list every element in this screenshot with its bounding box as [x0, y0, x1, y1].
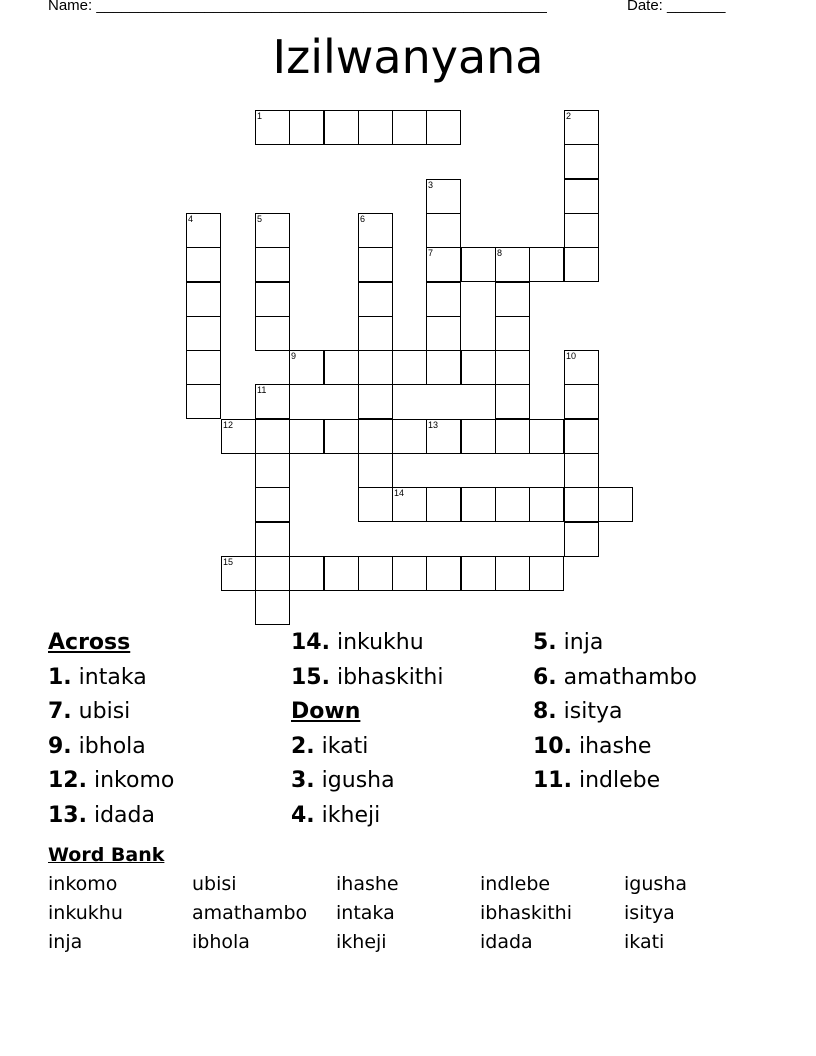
- clue-number: 11: [257, 385, 267, 395]
- grid-cell[interactable]: [426, 110, 461, 145]
- grid-cell[interactable]: [564, 419, 599, 454]
- grid-cell[interactable]: [564, 110, 599, 145]
- clue-down-6: 6. amathambo: [533, 664, 697, 690]
- grid-cell[interactable]: [564, 384, 599, 419]
- clue-across-14: 14. inkukhu: [291, 630, 424, 655]
- grid-cell[interactable]: [598, 487, 633, 522]
- grid-cell[interactable]: [324, 350, 359, 385]
- grid-cell[interactable]: [358, 282, 393, 317]
- grid-cell[interactable]: [529, 247, 564, 282]
- grid-cell[interactable]: [426, 556, 461, 591]
- grid-cell[interactable]: [358, 213, 393, 248]
- name-field-label: Name: ______________________________________________________: [48, 0, 547, 14]
- word-bank-word: isitya: [624, 902, 675, 924]
- grid-cell[interactable]: [324, 419, 359, 454]
- clue-down-8: 8. isitya: [533, 699, 623, 724]
- clue-number: 8: [497, 248, 503, 258]
- grid-cell[interactable]: [255, 110, 290, 145]
- clues-column-2: [291, 626, 443, 833]
- grid-cell[interactable]: [255, 247, 290, 282]
- clue-across-15: 15. ibhaskithi: [291, 664, 444, 690]
- clue-number: 7: [428, 248, 434, 258]
- grid-cell[interactable]: [358, 247, 393, 282]
- word-bank-word: ihashe: [336, 873, 399, 895]
- grid-cell[interactable]: [495, 419, 530, 454]
- grid-cell[interactable]: [358, 110, 393, 145]
- grid-cell[interactable]: [255, 419, 290, 454]
- grid-cell[interactable]: [426, 419, 461, 454]
- clue-number: 5: [257, 214, 263, 224]
- grid-cell[interactable]: [564, 350, 599, 385]
- clue-across-7: 7. ubisi: [48, 699, 131, 724]
- clue-down-10: 10. ihashe: [533, 733, 652, 759]
- clue-number: 4: [188, 214, 194, 224]
- clue-number: 15: [223, 557, 234, 567]
- word-bank-word: intaka: [336, 902, 395, 924]
- clue-number: 10: [566, 351, 577, 361]
- grid-cell[interactable]: [255, 282, 290, 317]
- grid-cell[interactable]: [186, 384, 221, 419]
- grid-cell[interactable]: [426, 316, 461, 351]
- grid-cell[interactable]: [529, 487, 564, 522]
- clues-column-3: [533, 626, 697, 799]
- grid-cell[interactable]: [221, 556, 256, 591]
- grid-cell[interactable]: [495, 350, 530, 385]
- word-bank-word: idada: [480, 931, 533, 953]
- grid-cell[interactable]: [426, 350, 461, 385]
- clue-number: 14: [394, 488, 405, 498]
- grid-cell[interactable]: [426, 247, 461, 282]
- word-bank-title: Word Bank: [48, 844, 165, 866]
- clue-across-12: 12. inkomo: [48, 768, 175, 793]
- grid-cell[interactable]: [221, 419, 256, 454]
- grid-cell[interactable]: [495, 282, 530, 317]
- grid-cell[interactable]: [564, 213, 599, 248]
- grid-cell[interactable]: [255, 316, 290, 351]
- across-heading: Across: [48, 630, 131, 655]
- grid-cell[interactable]: [495, 247, 530, 282]
- grid-cell[interactable]: [358, 350, 393, 385]
- grid-cell[interactable]: [426, 282, 461, 317]
- clue-number: 13: [428, 420, 439, 430]
- grid-cell[interactable]: [564, 487, 599, 522]
- clue-number: 1: [257, 111, 263, 121]
- grid-cell[interactable]: [495, 316, 530, 351]
- grid-cell[interactable]: [426, 487, 461, 522]
- grid-cell[interactable]: [564, 247, 599, 282]
- grid-cell[interactable]: [186, 282, 221, 317]
- grid-cell[interactable]: [529, 419, 564, 454]
- grid-cell[interactable]: [289, 556, 324, 591]
- clue-across-13: 13. idada: [48, 802, 155, 828]
- grid-cell[interactable]: [564, 522, 599, 557]
- grid-cell[interactable]: [186, 316, 221, 351]
- clue-down-3: 3. igusha: [291, 768, 395, 793]
- word-bank-word: ubisi: [192, 873, 237, 895]
- grid-cell[interactable]: [564, 453, 599, 488]
- clue-across-9: 9. ibhola: [48, 733, 146, 759]
- grid-cell[interactable]: [255, 590, 290, 625]
- clue-down-4: 4. ikheji: [291, 802, 381, 828]
- word-bank-word: ibhola: [192, 931, 250, 953]
- grid-cell[interactable]: [186, 350, 221, 385]
- grid-cell[interactable]: [255, 487, 290, 522]
- grid-cell[interactable]: [186, 247, 221, 282]
- word-bank-word: inkomo: [48, 873, 118, 895]
- word-bank-word: igusha: [624, 873, 687, 895]
- grid-cell[interactable]: [186, 213, 221, 248]
- grid-cell[interactable]: [461, 556, 496, 591]
- word-bank-word: inkukhu: [48, 902, 123, 924]
- grid-cell[interactable]: [461, 247, 496, 282]
- clue-number: 12: [223, 420, 234, 430]
- grid-cell[interactable]: [392, 350, 427, 385]
- grid-cell[interactable]: [324, 110, 359, 145]
- clue-down-11: 11. indlebe: [533, 768, 661, 793]
- word-bank-word: amathambo: [192, 902, 308, 924]
- grid-cell[interactable]: [495, 487, 530, 522]
- grid-cell[interactable]: [324, 556, 359, 591]
- clue-across-1: 1. intaka: [48, 664, 147, 690]
- grid-cell[interactable]: [289, 419, 324, 454]
- grid-cell[interactable]: [529, 556, 564, 591]
- grid-cell[interactable]: [495, 384, 530, 419]
- down-heading: Down: [291, 699, 361, 724]
- grid-cell[interactable]: [392, 110, 427, 145]
- clue-number: 3: [428, 180, 434, 190]
- grid-cell[interactable]: [426, 213, 461, 248]
- grid-cell[interactable]: [358, 384, 393, 419]
- grid-cell[interactable]: [358, 453, 393, 488]
- grid-cell[interactable]: [255, 522, 290, 557]
- word-bank-word: ikati: [624, 931, 665, 953]
- clue-number: 2: [566, 111, 572, 121]
- grid-cell[interactable]: [358, 487, 393, 522]
- grid-cell[interactable]: [392, 556, 427, 591]
- grid-cell[interactable]: [461, 419, 496, 454]
- grid-cell[interactable]: [564, 144, 599, 179]
- word-bank-word: indlebe: [480, 873, 551, 895]
- grid-cell[interactable]: [358, 556, 393, 591]
- clue-number: 9: [291, 351, 297, 361]
- word-bank-word: inja: [48, 931, 83, 953]
- grid-cell[interactable]: [358, 316, 393, 351]
- clue-number: 6: [360, 214, 366, 224]
- grid-cell[interactable]: [392, 419, 427, 454]
- page-title: Izilwanyana: [272, 30, 544, 84]
- grid-cell[interactable]: [358, 419, 393, 454]
- grid-cell[interactable]: [255, 384, 290, 419]
- clue-down-5: 5. inja: [533, 630, 604, 655]
- grid-cell[interactable]: [426, 179, 461, 214]
- word-bank-word: ikheji: [336, 931, 387, 953]
- clue-down-2: 2. ikati: [291, 733, 369, 759]
- grid-cell[interactable]: [255, 213, 290, 248]
- grid-cell[interactable]: [255, 556, 290, 591]
- date-field-label: Date: _______: [627, 0, 726, 14]
- clues-column-1: [48, 626, 174, 833]
- grid-cell[interactable]: [289, 110, 324, 145]
- word-bank-word: ibhaskithi: [480, 902, 572, 924]
- grid-cell[interactable]: [461, 487, 496, 522]
- grid-cell[interactable]: [461, 350, 496, 385]
- grid-cell[interactable]: [289, 350, 324, 385]
- grid-cell[interactable]: [392, 487, 427, 522]
- grid-cell[interactable]: [564, 179, 599, 214]
- grid-cell[interactable]: [255, 453, 290, 488]
- grid-cell[interactable]: [495, 556, 530, 591]
